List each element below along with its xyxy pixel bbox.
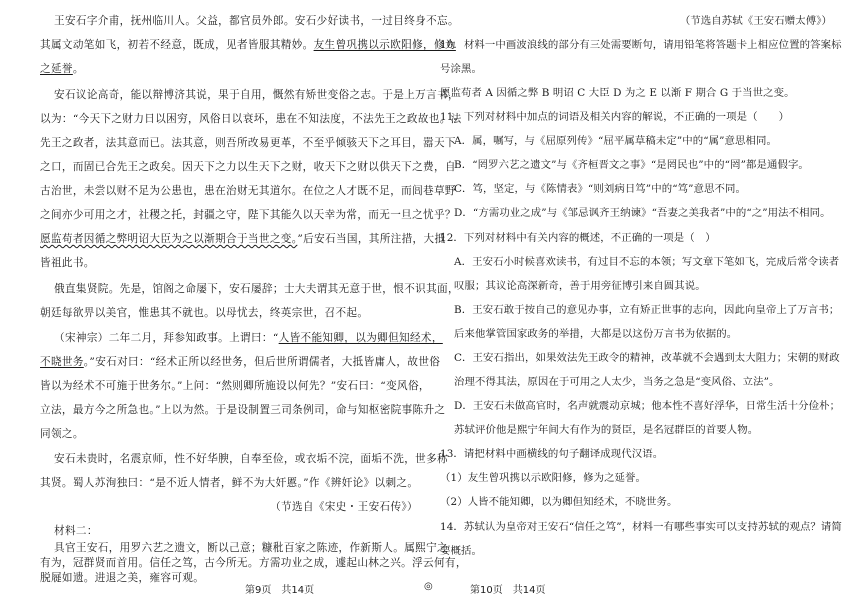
underlined-sentence: 不晓世务 xyxy=(40,356,84,368)
text-line: 同领之。 xyxy=(40,428,84,440)
wavy-underlined-sentence: 愿监苟者因循之弊明诏大臣为之以渐期合于当世之变。 xyxy=(40,233,298,245)
question-13-item-2: （2）人皆不能知卿，以为卿但知经术，不晓世务。 xyxy=(440,496,678,508)
text-line: 其属文动笔如飞，初若不经意，既成，见者皆服其精妙。友生曾巩携以示欧阳修，修为 xyxy=(40,39,456,51)
text-line: 王安石字介甫，抚州临川人。父益，都官员外郎。安石少好读书，一过目终身不忘。 xyxy=(54,15,459,27)
question-11: 11．下列对材料中加点的词语及相关内容的解说，不正确的一项是（ ） xyxy=(440,111,790,123)
question-10: 10．材料一中画波浪线的部分有三处需要断句，请用铅笔将答题卡上相应位置的答案标 xyxy=(440,39,842,51)
question-14-cont: 要概括。 xyxy=(440,545,482,557)
question-12: 12．下列对材料中有关内容的概述，不正确的一项是（ ） xyxy=(440,232,716,244)
text-line: 之延誉。 xyxy=(40,63,84,75)
text-line: 安石议论高奇，能以辩博济其说，果于自用，慨然有矫世变俗之志。于是上万言书， xyxy=(54,89,459,101)
text-line: 俄直集贤院。先是，馆阁之命屡下，安石屡辞；士大夫谓其无意于世，恨不识其面， xyxy=(54,283,459,295)
option-a: A．属，嘱写，与《屈原列传》“屈平属草稿未定”中的“属”意思相同。 xyxy=(454,135,777,147)
option-c: C．笃，坚定，与《陈情表》“则刘病日笃”中的“笃”意思不同。 xyxy=(454,183,746,195)
text-line: 之间亦少可用之才，社稷之托，封疆之守，陛下其能久以天幸为常，而无一旦之忧乎？ xyxy=(40,209,456,221)
option-b: B．“罔罗六艺之遗文”与《齐桓晋文之事》“是罔民也”中的“罔”都是通假字。 xyxy=(454,159,809,171)
page-divider-mark: ◎ xyxy=(424,581,433,592)
option-b-cont: 后来他掌管国家政务的举措，大都是以这份万言书为依据的。 xyxy=(454,328,738,340)
question-10-sentence: 愿监苟者 A 因循之弊 B 明诏 C 大臣 D 为之 E 以渐 F 期合 G 于当世之变。 xyxy=(440,87,795,99)
source-citation: （节选自《宋史・王安石传》） xyxy=(270,501,418,513)
question-10-cont: 号涂黑。 xyxy=(440,63,482,75)
text-line: 之口，而固已合先王之政矣。因天下之力以生天下之财，收天下之财以供天下之费，自 xyxy=(40,161,456,173)
option-c: C．王安石指出，如果效法先王政令的精神，改革就不会遇到太大阻力；宋朝的财政 xyxy=(454,352,840,364)
page-number-right: 第10页 共14页 xyxy=(470,585,546,596)
text-line: 以为：“今天下之财力日以困穷，风俗日以衰坏，患在不知法度，不法先王之政故也。法 xyxy=(40,113,462,125)
text-line: 其贤。蜀人苏洵独曰：“是不近人情者，鲜不为大奸慝。”作《辨奸论》以刺之。 xyxy=(40,477,419,489)
text-line: 皆祖此书。 xyxy=(40,257,95,269)
underlined-sentence: 之延誉 xyxy=(40,63,73,75)
source-citation: （节选自苏轼《王安石赠太傅》） xyxy=(679,15,832,27)
option-d-cont: 苏轼评价他是熙宁年间大有作为的贤臣，是名冠群臣的首要人物。 xyxy=(454,424,759,436)
material-heading: 材料二： xyxy=(54,525,98,537)
option-a: A．王安石小时候喜欢读书，有过目不忘的本领；写文章下笔如飞，完成后常令读者 xyxy=(454,256,840,268)
question-13: 13．请把材料中画横线的句子翻译成现代汉语。 xyxy=(440,448,664,460)
question-14: 14．苏轼认为皇帝对王安石“信任之笃”，材料一有哪些事实可以支持苏轼的观点？请简 xyxy=(440,521,842,533)
text-line: 先王之政者，法其意而已。法其意，则吾所改易更革，不至乎倾骇天下之耳目，嚣天下 xyxy=(40,137,456,149)
text-line: 有为，冠群贤而首用。信任之笃，古今所无。方需功业之成，遽起山林之兴。浮云何有， xyxy=(40,557,467,569)
option-b: B．王安石敢于按自己的意见办事，立有矫正世事的志向，因此向皇帝上了万言书； xyxy=(454,304,840,316)
text-line: 朝廷每欲畀以美官，惟患其不就也。以母忧去，终英宗世，召不起。 xyxy=(40,307,369,319)
text-line: 皆以为经术不可施于世务尔。”上问：“然则卿所施设以何先？”安石曰：“变风俗， xyxy=(40,380,430,392)
page-number-left: 第9页 共14页 xyxy=(245,585,315,596)
option-d: D．“方需功业之成”与《邹忌讽齐王纳谏》“吾妻之美我者”中的“之”用法不相同。 xyxy=(454,207,831,219)
text-line: 安石未贵时，名震京师，性不好华腴，自奉至俭，或衣垢不浣，面垢不洗，世多称 xyxy=(54,453,448,465)
text-line: （宋神宗）二年二月，拜参知政事。上谓曰：“人皆不能知卿，以为卿但知经术， xyxy=(54,332,443,344)
option-d: D．王安石未做高官时，名声就震动京城；他本性不喜好浮华，日常生活十分俭朴； xyxy=(454,400,841,412)
text-line: 愿监苟者因循之弊明诏大臣为之以渐期合于当世之变。”后安石当国，其所注措，大抵 xyxy=(40,233,446,245)
text-line: 脱屣如遗。进退之美，雍容可观。 xyxy=(40,572,205,584)
underlined-sentence: 人皆不能知卿，以为卿但知经术， xyxy=(278,332,443,344)
question-13-item-1: （1）友生曾巩携以示欧阳修，修为之延誉。 xyxy=(440,472,647,484)
text-line: 不晓世务。”安石对曰：“经术正所以经世务，但后世所谓儒者，大抵皆庸人，故世俗 xyxy=(40,356,441,368)
option-c-cont: 治理不得其法，原因在于可用之人太少，当务之急是“变风俗、立法”。 xyxy=(454,376,780,388)
underlined-sentence: 友生曾巩携以示欧阳修，修为 xyxy=(313,39,456,51)
text-line: 立法，最方今之所急也。”上以为然。于是设制置三司条例司，命与知枢密院事陈升之 xyxy=(40,404,446,416)
text-line: 古治世，未尝以财不足为公患也，患在治财无其道尔。在位之人才既不足，而闾巷草野 xyxy=(40,185,456,197)
option-a-cont: 叹服；其议论高深新奇，善于用旁征博引来自圆其说。 xyxy=(454,280,706,292)
text-line: 具官王安石，用罗六艺之遗文，断以己意；糠秕百家之陈迹，作新斯人。属熙宁之 xyxy=(54,542,448,554)
